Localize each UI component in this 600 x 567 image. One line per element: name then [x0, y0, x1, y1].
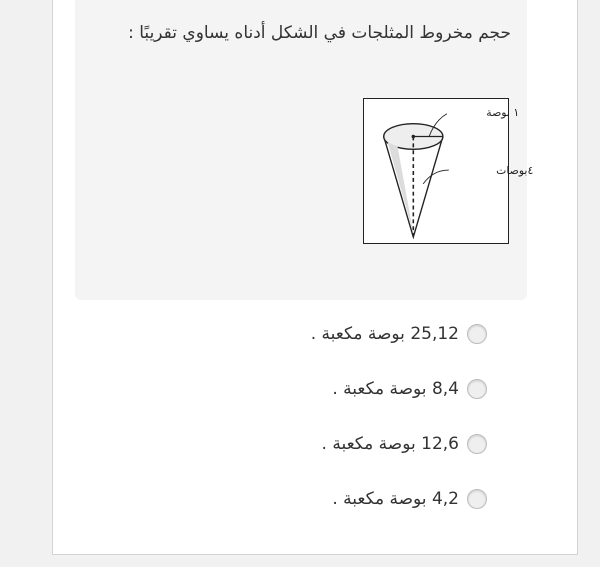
radio-button[interactable]: [467, 434, 487, 454]
radius-label: ١ بوصة: [486, 105, 520, 119]
option-1[interactable]: [311, 319, 487, 349]
height-leader: [423, 170, 449, 184]
option-label[interactable]: 4,2 بوصة مكعبة .: [332, 489, 459, 509]
option-label[interactable]: 12,6 بوصة مكعبة .: [321, 434, 459, 454]
height-label: ٤بوصات: [496, 163, 534, 177]
option-4[interactable]: [332, 484, 487, 514]
radio-button[interactable]: [467, 489, 487, 509]
option-3[interactable]: [322, 429, 487, 459]
cone-figure: [363, 98, 534, 244]
radio-button[interactable]: [467, 324, 487, 344]
question-card: [52, 0, 578, 555]
cone-diagram: [364, 99, 534, 243]
option-label[interactable]: 25,12 بوصة مكعبة .: [310, 324, 459, 344]
question-text: حجم مخروط المثلجات في الشكل أدناه يساوي تقريبًا :: [128, 23, 511, 43]
question-panel: [75, 0, 534, 300]
cone-shading: [388, 142, 414, 233]
radio-button[interactable]: [467, 379, 487, 399]
option-label[interactable]: 8,4 بوصة مكعبة .: [332, 379, 459, 399]
option-2[interactable]: [332, 374, 487, 404]
